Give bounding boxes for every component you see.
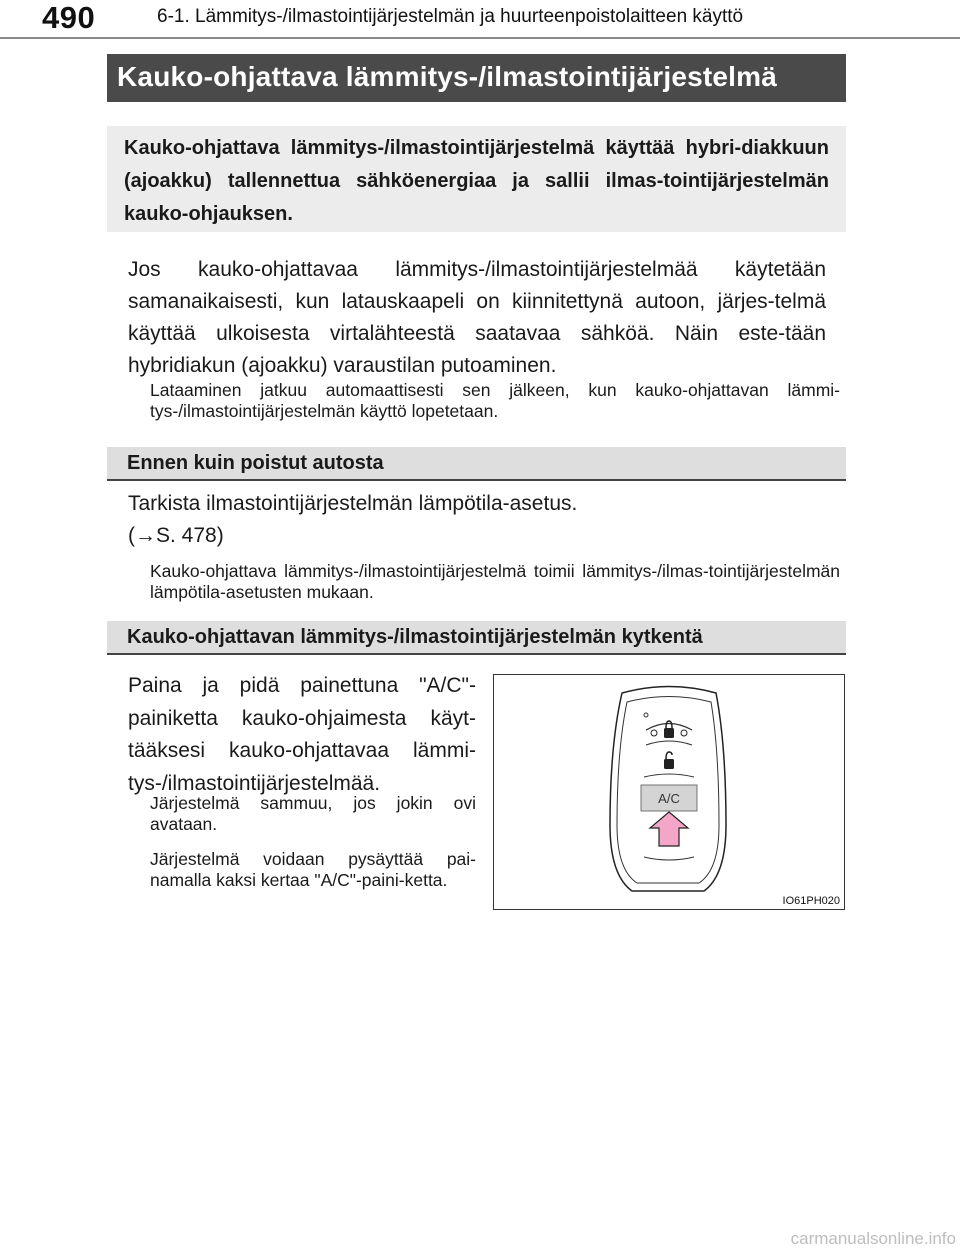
running-header: 6-1. Lämmitys-/ilmastointijärjestelmän ja huurteenpoistolaitteen käyttö [157,6,744,27]
note-door-open: Järjestelmä sammuu, jos jokin ovi avataan. [150,793,476,834]
watermark: carmanualsonline.info [790,1229,956,1248]
remote-key-illustration [494,675,843,908]
section-heading-before-leaving: Ennen kuin poistut autosta [107,447,846,481]
note-temperature-settings: Kauko-ohjattava lämmitys-/ilmastointijärjestelmä toimii lämmitys-/ilmas-tointijärjestelmän lämpötila-asetusten mukaan. [150,561,840,602]
page-number: 490 [42,0,96,35]
page-reference[interactable]: (→S. 478) [128,524,224,547]
activation-instruction: Paina ja pidä painettuna "A/C"-painiketta kauko-ohjaimesta käyt-tääksesi kauko-ohjattavaa lämmi-tys-/ilmastointijärjestelmää. [128,674,476,795]
note-stop-twice: Järjestelmä voidaan pysäyttää pai-namalla kaksi kertaa "A/C"-paini-ketta. [150,849,476,890]
temperature-check-text: Tarkista ilmastointijärjestelmän lämpötila-asetus. [128,492,578,515]
paragraph-remote-charging: Jos kauko-ohjattavaa lämmitys-/ilmastointijärjestelmää käytetään samanaikaisesti, kun latauskaapeli on kiinnitettynä autoon, järjes-telmä käyttää ulkoisesta virtalähteestä saatavaa sähköä. Näin este-tään hybridiakun (ajoakku) varaustilan putoaminen. [128,258,826,377]
lock-icon [664,728,674,738]
reference-page: S. 478 [156,524,217,547]
unlock-icon [664,759,674,769]
section1-text [128,488,828,552]
remote-key-figure [493,674,845,910]
figure-code: IO61PH020 [782,895,840,907]
reference-arrow: → [135,524,156,547]
intro-box: Kauko-ohjattava lämmitys-/ilmastointijärjestelmä käyttää hybri-diakkuun (ajoakku) tallennettua sähköenergiaa ja sallii ilmas-tointijärjestelmän kauko-ohjauksen. [107,126,846,232]
ac-button-label: A/C [658,791,680,806]
header-rule [0,37,960,39]
note-charging: Lataaminen jatkuu automaattisesti sen jälkeen, kun kauko-ohjattavan lämmi-tys-/ilmastointijärjestelmän käyttö lopetetaan. [150,380,840,421]
section-heading-activation: Kauko-ohjattavan lämmitys-/ilmastointijärjestelmän kytkentä [107,621,846,655]
page-title: Kauko-ohjattava lämmitys-/ilmastointijärjestelmä [107,54,846,102]
